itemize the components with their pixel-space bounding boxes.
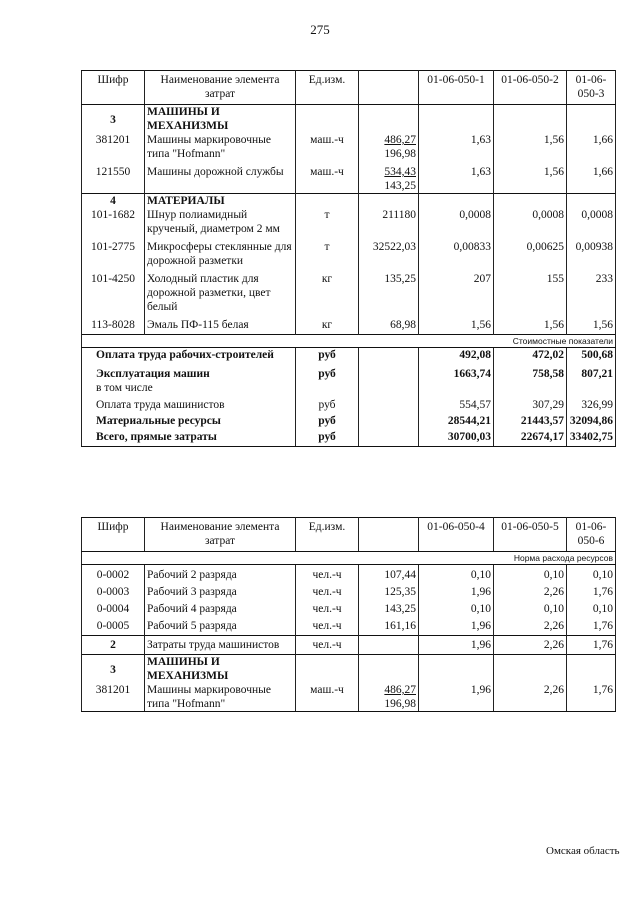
row-value-1: 0,00833 xyxy=(419,236,494,268)
table-row xyxy=(82,636,616,655)
row-value-1: 207 xyxy=(419,268,494,314)
row-value-3: 0,0008 xyxy=(567,208,616,236)
summary-unit: руб xyxy=(296,348,359,363)
table-header xyxy=(82,71,616,105)
row-value-2: 155 xyxy=(494,268,567,314)
row-price: 486,27 196,98 xyxy=(359,133,419,161)
row-unit: чел.-ч xyxy=(296,636,359,655)
row-unit: кг xyxy=(296,314,359,335)
row-value-2: 0,00625 xyxy=(494,236,567,268)
row-name: Эмаль ПФ-115 белая xyxy=(145,314,296,335)
summary-unit: руб xyxy=(296,395,359,412)
row-value-2: 2,26 xyxy=(494,616,567,636)
table-row xyxy=(82,236,616,268)
table-row xyxy=(82,268,616,314)
row-name: Затраты труда машинистов xyxy=(145,636,296,655)
col-norm3-header: 01-06-050-3 xyxy=(567,71,616,105)
col-code-header: Шифр xyxy=(82,518,145,552)
col-norm6-header: 01-06-050-6 xyxy=(567,518,616,552)
row-value-2: 2,26 xyxy=(494,636,567,655)
col-norm2-header: 01-06-050-2 xyxy=(494,71,567,105)
row-value-3: 0,00938 xyxy=(567,236,616,268)
row-unit: маш.-ч xyxy=(296,683,359,712)
row-value-1: 1,96 xyxy=(419,582,494,599)
row-code: 381201 xyxy=(82,133,145,161)
summary-unit: руб xyxy=(296,362,359,381)
cost-indicators-label: Стоимостные показатели xyxy=(82,335,616,348)
summary-name: Оплата труда рабочих-строителей xyxy=(82,348,296,363)
norm-label: Норма расхода ресурсов xyxy=(82,552,616,565)
row-unit: чел.-ч xyxy=(296,582,359,599)
summary-value-2: 758,58 xyxy=(494,362,567,381)
row-value-3: 1,76 xyxy=(567,616,616,636)
summary-name: Всего, прямые затраты xyxy=(82,428,296,447)
col-norm5-header: 01-06-050-5 xyxy=(494,518,567,552)
summary-value-3: 500,68 xyxy=(567,348,616,363)
row-value-1: 0,10 xyxy=(419,565,494,583)
row-price: 32522,03 xyxy=(359,236,419,268)
row-value-3: 0,10 xyxy=(567,565,616,583)
summary-value-1: 492,08 xyxy=(419,348,494,363)
summary-value-2: 22674,17 xyxy=(494,428,567,447)
row-value-1: 1,63 xyxy=(419,133,494,161)
summary-row xyxy=(82,412,616,428)
row-name: Машины маркировочные типа "Hofmann" xyxy=(145,133,296,161)
summary-value-2: 307,29 xyxy=(494,395,567,412)
summary-subtitle-row xyxy=(82,381,616,395)
row-value-2: 0,10 xyxy=(494,565,567,583)
summary-value-1: 30700,03 xyxy=(419,428,494,447)
summary-row xyxy=(82,428,616,447)
section-code: 4 xyxy=(82,194,145,209)
row-value-3: 1,76 xyxy=(567,636,616,655)
row-value-3: 1,56 xyxy=(567,314,616,335)
row-code: 101-1682 xyxy=(82,208,145,236)
table-header xyxy=(82,518,616,552)
summary-unit: руб xyxy=(296,412,359,428)
page-number: 275 xyxy=(310,22,330,37)
section-row xyxy=(82,194,616,209)
row-unit: маш.-ч xyxy=(296,133,359,161)
section-title: МАШИНЫ И МЕХАНИЗМЫ xyxy=(145,105,296,134)
row-code: 101-2775 xyxy=(82,236,145,268)
summary-row xyxy=(82,348,616,363)
row-price: 534,43 143,25 xyxy=(359,161,419,194)
row-code: 381201 xyxy=(82,683,145,712)
table-row xyxy=(82,616,616,636)
row-unit: кг xyxy=(296,268,359,314)
table-row xyxy=(82,565,616,583)
row-value-3: 1,76 xyxy=(567,582,616,599)
norm-label-row xyxy=(82,552,616,565)
table-row xyxy=(82,582,616,599)
table-row xyxy=(82,683,616,712)
col-unit-header: Ед.изм. xyxy=(296,71,359,105)
col-norm1-header: 01-06-050-1 xyxy=(419,71,494,105)
row-price: 107,44 xyxy=(359,565,419,583)
summary-row xyxy=(82,395,616,412)
table-row xyxy=(82,314,616,335)
row-name: Шнур полиамидный крученый, диаметром 2 мм xyxy=(145,208,296,236)
row-value-2: 0,0008 xyxy=(494,208,567,236)
row-value-2: 1,56 xyxy=(494,133,567,161)
row-value-1: 0,0008 xyxy=(419,208,494,236)
row-value-3: 1,66 xyxy=(567,161,616,194)
summary-value-1: 554,57 xyxy=(419,395,494,412)
row-value-2: 1,56 xyxy=(494,161,567,194)
summary-value-3: 807,21 xyxy=(567,362,616,381)
summary-unit: руб xyxy=(296,428,359,447)
row-name: Холодный пластик для дорожной разметки, цвет белый xyxy=(145,268,296,314)
row-name: Машины маркировочные типа "Hofmann" xyxy=(145,683,296,712)
section-title: МАШИНЫ И МЕХАНИЗМЫ xyxy=(145,655,296,684)
row-value-2: 2,26 xyxy=(494,582,567,599)
row-unit: т xyxy=(296,236,359,268)
row-code: 113-8028 xyxy=(82,314,145,335)
table-row xyxy=(82,133,616,161)
row-value-1: 1,96 xyxy=(419,636,494,655)
summary-value-2: 472,02 xyxy=(494,348,567,363)
summary-value-3: 33402,75 xyxy=(567,428,616,447)
summary-row xyxy=(82,362,616,381)
summary-value-1: 1663,74 xyxy=(419,362,494,381)
row-name: Машины дорожной службы xyxy=(145,161,296,194)
row-price: 68,98 xyxy=(359,314,419,335)
row-value-3: 1,66 xyxy=(567,133,616,161)
row-value-1: 1,56 xyxy=(419,314,494,335)
table-row xyxy=(82,599,616,616)
col-price-header xyxy=(359,518,419,552)
row-value-1: 1,63 xyxy=(419,161,494,194)
table-row xyxy=(82,161,616,194)
row-price: 211180 xyxy=(359,208,419,236)
col-price-header xyxy=(359,71,419,105)
row-code: 2 xyxy=(82,636,145,655)
row-code: 0-0004 xyxy=(82,599,145,616)
row-name: Рабочий 4 разряда xyxy=(145,599,296,616)
summary-name: Эксплуатация машин xyxy=(82,362,296,381)
row-value-1: 1,96 xyxy=(419,683,494,712)
row-value-3: 233 xyxy=(567,268,616,314)
resource-table-2 xyxy=(81,517,616,712)
row-value-2: 1,56 xyxy=(494,314,567,335)
summary-name: Материальные ресурсы xyxy=(82,412,296,428)
summary-name: Оплата труда машинистов xyxy=(82,395,296,412)
section-row xyxy=(82,105,616,134)
row-code: 0-0005 xyxy=(82,616,145,636)
row-price: 143,25 xyxy=(359,599,419,616)
row-price: 135,25 xyxy=(359,268,419,314)
row-value-2: 0,10 xyxy=(494,599,567,616)
row-name: Микросферы стеклянные для дорожной разметки xyxy=(145,236,296,268)
col-name-header: Наименование элемента затрат xyxy=(145,518,296,552)
section-code: 3 xyxy=(82,105,145,134)
summary-value-3: 32094,86 xyxy=(567,412,616,428)
row-price: 161,16 xyxy=(359,616,419,636)
row-name: Рабочий 3 разряда xyxy=(145,582,296,599)
summary-value-1: 28544,21 xyxy=(419,412,494,428)
row-code: 101-4250 xyxy=(82,268,145,314)
section-row xyxy=(82,655,616,684)
col-norm4-header: 01-06-050-4 xyxy=(419,518,494,552)
row-code: 0-0003 xyxy=(82,582,145,599)
resource-table-1 xyxy=(81,70,616,447)
row-code: 121550 xyxy=(82,161,145,194)
row-value-2: 2,26 xyxy=(494,683,567,712)
row-code: 0-0002 xyxy=(82,565,145,583)
row-unit: т xyxy=(296,208,359,236)
row-unit: чел.-ч xyxy=(296,565,359,583)
row-value-1: 1,96 xyxy=(419,616,494,636)
row-unit: маш.-ч xyxy=(296,161,359,194)
row-value-3: 1,76 xyxy=(567,683,616,712)
section-title: МАТЕРИАЛЫ xyxy=(145,194,296,209)
row-unit: чел.-ч xyxy=(296,599,359,616)
summary-value-3: 326,99 xyxy=(567,395,616,412)
row-price: 486,27 196,98 xyxy=(359,683,419,712)
col-name-header: Наименование элемента затрат xyxy=(145,71,296,105)
row-price: 125,35 xyxy=(359,582,419,599)
summary-value-2: 21443,57 xyxy=(494,412,567,428)
col-unit-header: Ед.изм. xyxy=(296,518,359,552)
table-row xyxy=(82,208,616,236)
section-code: 3 xyxy=(82,655,145,684)
row-unit: чел.-ч xyxy=(296,616,359,636)
row-value-1: 0,10 xyxy=(419,599,494,616)
row-name: Рабочий 5 разряда xyxy=(145,616,296,636)
cost-indicators-row xyxy=(82,335,616,348)
row-name: Рабочий 2 разряда xyxy=(145,565,296,583)
summary-subtitle: в том числе xyxy=(82,381,296,395)
row-value-3: 0,10 xyxy=(567,599,616,616)
footer-region: Омская область xyxy=(546,845,620,857)
col-code-header: Шифр xyxy=(82,71,145,105)
